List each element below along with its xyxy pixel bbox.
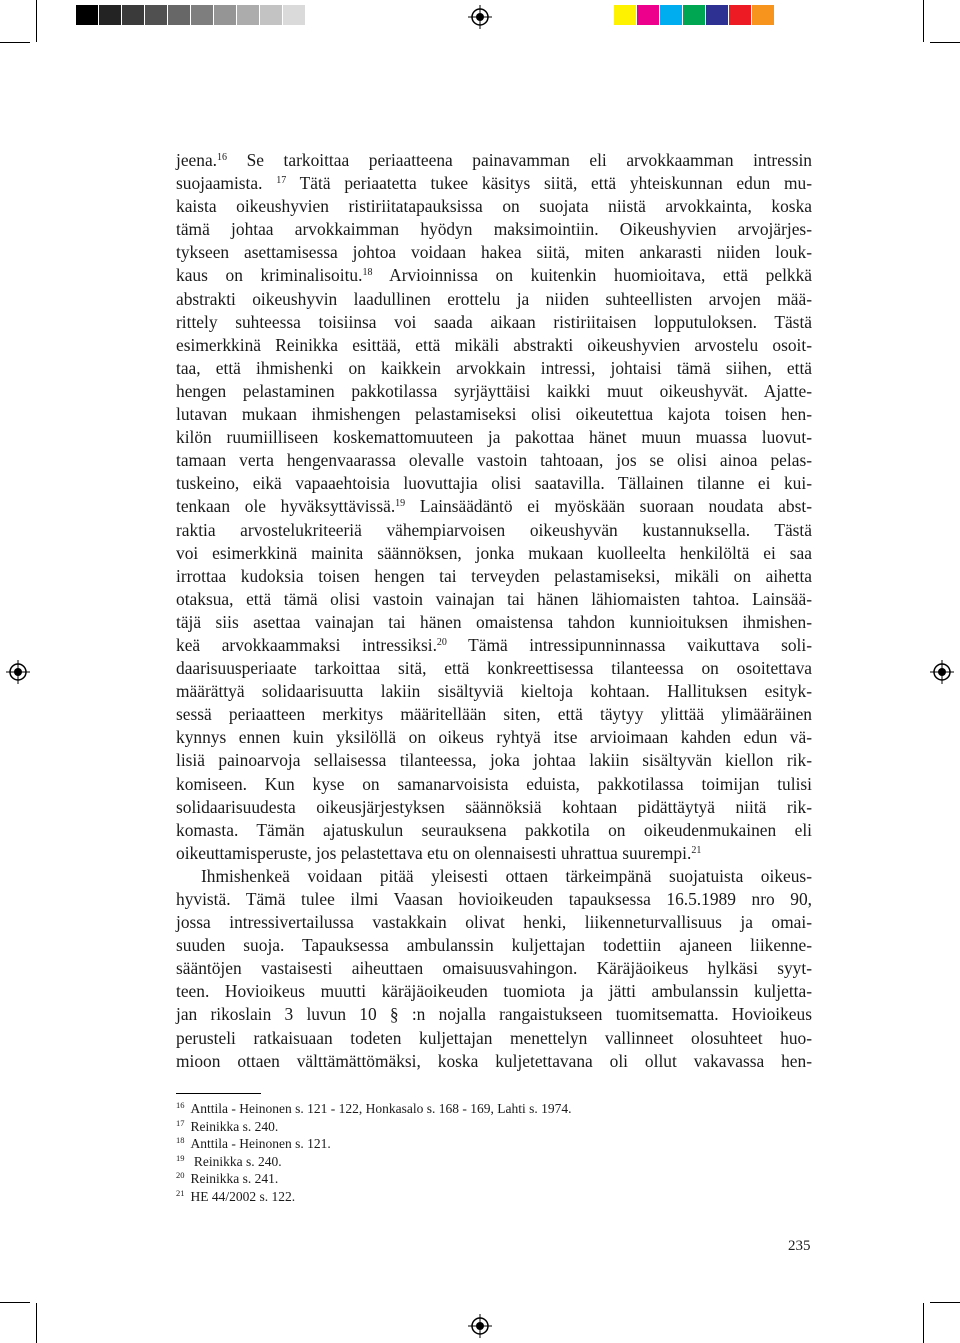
text-segment: jan rikoslain 3 luvun 10 § :n nojalla rangaistukseen tuomitsematta. Hovioikeus (176, 1004, 812, 1025)
footnote (176, 1100, 571, 1118)
color-swatch (798, 5, 820, 25)
text-line (176, 542, 812, 565)
footnote (176, 1170, 278, 1188)
process-color-bar (614, 5, 846, 25)
color-swatch (283, 5, 305, 25)
footnote-number: 21 (176, 1188, 185, 1198)
text-segment: jeena. (176, 150, 218, 170)
text-segment: tykseen asettamisessa johtoa voidaan hakea siitä, miten ankarasti niiden louk- (176, 242, 812, 263)
text-line (176, 819, 812, 842)
text-segment: lisiä painoarvoja sellaisessa tilanteessa, joka johtaa lakiin sisältyvän kiellon rik- (176, 750, 812, 771)
text-segment: Tämä intressipunninnassa vaikuttava soli- (446, 634, 812, 655)
text-segment: perusteli ratkaisuaan todeten kuljettajan menettelyn vallinneet olosuhteet huo- (176, 1027, 812, 1048)
color-swatch (260, 5, 282, 25)
text-line (176, 472, 812, 495)
text-segment: keä arvokkaammaksi intressiksi. (176, 634, 437, 655)
footnote-text: Reinikka s. 240. (190, 1153, 282, 1169)
gray-color-bar (76, 5, 308, 25)
text-segment: tenkaan ole hyväksyttävissä. (176, 496, 396, 517)
text-line (176, 149, 812, 172)
text-segment: kynnys ennen kuin yksilöllä on oikeus ryhtyä itse arvioimaan kahden edun vä- (176, 727, 812, 748)
color-swatch (821, 5, 843, 25)
crop-mark (36, 0, 37, 42)
footnote-number: 20 (176, 1170, 185, 1181)
text-line (176, 311, 812, 334)
text-line (176, 241, 812, 264)
text-segment: suojaamista. (176, 173, 277, 194)
color-swatch (237, 5, 259, 25)
text-segment: kaista oikeushyvien ristiriitatapauksissa on suojata niistä arvokkainta, koska (176, 196, 812, 217)
text-segment: Se tarkoittaa periaatteena painavamman eli arvokkaamman intressin (227, 150, 812, 170)
text-segment: Ihmishenkeä voidaan pitää yleisesti ottaen tärkeimpänä suojatuista oikeus- (201, 865, 812, 886)
text-segment: solidaarisuudesta oikeusjärjestyksen säännöksiä kohtaan pidättäytyä niitä rik- (176, 796, 812, 817)
crop-mark (930, 42, 960, 43)
footnote-ref: 17 (276, 175, 287, 187)
text-segment: Tätä periaatetta tukee käsitys siitä, että yhteiskunnan edun mu- (286, 173, 812, 194)
text-line (176, 172, 812, 195)
text-line (176, 703, 812, 726)
text-line (176, 495, 812, 518)
footnote (176, 1188, 295, 1206)
text-line (176, 934, 812, 957)
text-segment: täjä siis asettaa vainajan tai hänen omaistensa tahdon kunnioituksen ihmishen- (176, 611, 812, 632)
text-line (176, 449, 812, 472)
footnote-ref: 21 (691, 844, 702, 856)
footnote-text: Reinikka s. 240. (190, 1118, 279, 1134)
color-swatch (660, 5, 682, 25)
text-segment: esimerkkinä Reinikka esittää, että mikäli abstrakti oikeushyvien arvostelu osoit- (176, 334, 812, 355)
footnote (176, 1135, 331, 1153)
text-line (176, 565, 812, 588)
text-line (176, 1003, 812, 1026)
color-swatch (191, 5, 213, 25)
text-line (176, 288, 812, 311)
crop-mark (36, 1303, 37, 1343)
footnote-text: HE 44/2002 s. 122. (190, 1189, 296, 1204)
text-segment: daarisuusperiaate tarkoittaa sitä, että konkreettisessa tilanteessa on osoitettava (176, 658, 812, 679)
crop-mark (923, 1303, 924, 1343)
text-line (176, 680, 812, 703)
text-line (176, 842, 812, 865)
text-segment: määrättyä solidaarisuutta lakiin sisältyviä kieltoja kohtaan. Hallituksen esityk- (176, 681, 812, 702)
text-segment: jossa intressivertailussa vastakkain olivat henki, liikenneturvallisuus ja omai- (176, 912, 812, 933)
text-line (176, 657, 812, 680)
footnote (176, 1153, 282, 1171)
page-number: 235 (788, 1238, 811, 1254)
text-segment: Arvioinnissa on kuitenkin huomioitava, että pelkkä (372, 265, 813, 286)
text-line (176, 980, 812, 1003)
text-line (176, 195, 812, 218)
text-segment: taa, että ihmishenki on kaikkein arvokkain intressi, johtaisi tämä siihen, että (176, 357, 812, 378)
registration-target-icon (468, 5, 492, 29)
footnote-number: 19 (176, 1152, 185, 1163)
color-swatch (122, 5, 144, 25)
text-line (176, 865, 812, 888)
footnote (176, 1118, 278, 1136)
text-line (176, 726, 812, 749)
color-swatch (637, 5, 659, 25)
footnote-text: Anttila - Heinonen s. 121. (190, 1136, 331, 1152)
crop-mark (0, 42, 30, 43)
text-segment: komiseen. Kun kyse on samanarvoisista eduista, pakkotilassa toimijan tulisi (176, 773, 812, 794)
text-line (176, 796, 812, 819)
text-line (176, 426, 812, 449)
text-line (176, 888, 812, 911)
text-line (176, 773, 812, 796)
crop-mark (923, 0, 924, 42)
color-swatch (729, 5, 751, 25)
footnote-ref: 18 (362, 267, 373, 279)
text-segment: tamaan verta hengenvaarassa olevalle vastoin tahtoaan, jos se olisi ainoa pelas- (176, 450, 812, 471)
text-segment: voi esimerkkinä mainita säännöksen, jonka mukaan kuolleelta henkilöltä ei saa (176, 542, 812, 563)
color-swatch (145, 5, 167, 25)
text-line (176, 264, 812, 287)
text-line (176, 519, 812, 542)
registration-target-icon (930, 660, 954, 684)
text-segment: lutavan mukaan ihmishengen pelastamiseksi olisi oikeutettua kajota toisen hen- (176, 404, 812, 425)
text-segment: teen. Hovioikeus muutti käräjäoikeuden tuomiota ja jätti ambulanssin kuljetta- (176, 981, 812, 1002)
body-text (176, 149, 812, 1073)
text-segment: rittely suhteessa toisiinsa voi saada aikaan ristiriitaisen lopputuloksen. Tästä (176, 311, 812, 332)
color-swatch (76, 5, 98, 25)
text-line (176, 1050, 812, 1073)
text-line (176, 218, 812, 241)
footnote-ref: 19 (395, 498, 406, 510)
text-segment: hyvistä. Tämä tulee ilmi Vaasan hovioikeuden tapauksessa 16.5.1989 nro 90, (176, 889, 812, 909)
registration-target-icon (6, 660, 30, 684)
color-swatch (706, 5, 728, 25)
color-swatch (614, 5, 636, 25)
crop-mark (0, 1302, 30, 1303)
text-segment: sessä periaatteen merkitys määritellään siten, että täytyy ylittää ylimääräinen (176, 704, 812, 725)
text-line (176, 1027, 812, 1050)
text-segment: abstrakti oikeushyvin laadullinen erottelu ja niiden suhteellisten arvojen mää- (176, 288, 812, 309)
text-segment: Lainsäädäntö ei myöskään suoraan noudata abst- (405, 496, 812, 517)
footnote-separator (176, 1093, 261, 1094)
crop-mark (930, 1302, 960, 1303)
text-segment: tämä johtaa arvokkaimman hyödyn maksimointiin. Oikeushyvien arvojärjes- (176, 219, 812, 240)
footnote-number: 18 (176, 1135, 185, 1146)
color-swatch (168, 5, 190, 25)
text-segment: raktia arvostelukriteeriä vähempiarvoisen oikeushyvän kustannuksella. Tästä (176, 519, 812, 540)
text-segment: komasta. Tämän ajatuskulun seurauksena pakkotila on oikeudenmukainen eli (176, 819, 812, 840)
text-segment: otaksua, että tämä olisi vastoin vainajan tai hänen lähiomaisten tahtoa. Lainsää- (176, 588, 812, 609)
text-line (176, 334, 812, 357)
footnote-text: Reinikka s. 241. (190, 1171, 279, 1187)
text-segment: kaus on kriminalisoitu. (176, 265, 363, 286)
footnote-number: 17 (176, 1117, 185, 1128)
footnote-number: 16 (176, 1100, 185, 1110)
footnote-text: Anttila - Heinonen s. 121 - 122, Honkasalo s. 168 - 169, Lahti s. 1974. (190, 1101, 572, 1116)
text-line (176, 634, 812, 657)
text-line (176, 357, 812, 380)
text-segment: hengen pelastaminen pakkotilassa syrjäyttäisi kaikki muut oikeushyvät. Ajatte- (176, 380, 812, 401)
text-line (176, 911, 812, 934)
text-segment: suuden suoja. Tapauksessa ambulanssin kuljettajan todettiin ajaneen liikenne- (176, 935, 812, 956)
text-segment: oikeuttamisperuste, jos pelastettava etu on olennaisesti uhrattua suurempi. (176, 842, 692, 863)
color-swatch (214, 5, 236, 25)
text-segment: sääntöjen vastaisesti aiheuttaen omaisuusvahingon. Käräjäoikeus hylkäsi syyt- (176, 958, 812, 979)
footnote-ref: 20 (436, 636, 447, 648)
text-segment: mioon ottaen välttämättömäksi, koska kuljetettavana oli ollut vakavassa hen- (176, 1050, 812, 1071)
text-segment: irrottaa kudoksia toisen hengen tai terveyden pelastamiseksi, mikäli on aihetta (176, 565, 812, 586)
color-swatch (683, 5, 705, 25)
color-swatch (752, 5, 774, 25)
text-line (176, 403, 812, 426)
text-line (176, 957, 812, 980)
footnote-ref: 16 (217, 152, 228, 163)
text-line (176, 749, 812, 772)
color-swatch (99, 5, 121, 25)
text-line (176, 380, 812, 403)
text-line (176, 588, 812, 611)
text-segment: tuskeino, eikä vapaaehtoisia luovuttajia olisi saatavilla. Tällainen tilanne ei kui- (176, 473, 812, 494)
color-swatch (775, 5, 797, 25)
text-line (176, 611, 812, 634)
text-segment: kilön ruumiilliseen koskemattomuuteen ja pakottaa hänet muun muassa luovut- (176, 427, 812, 448)
registration-target-icon (468, 1314, 492, 1338)
